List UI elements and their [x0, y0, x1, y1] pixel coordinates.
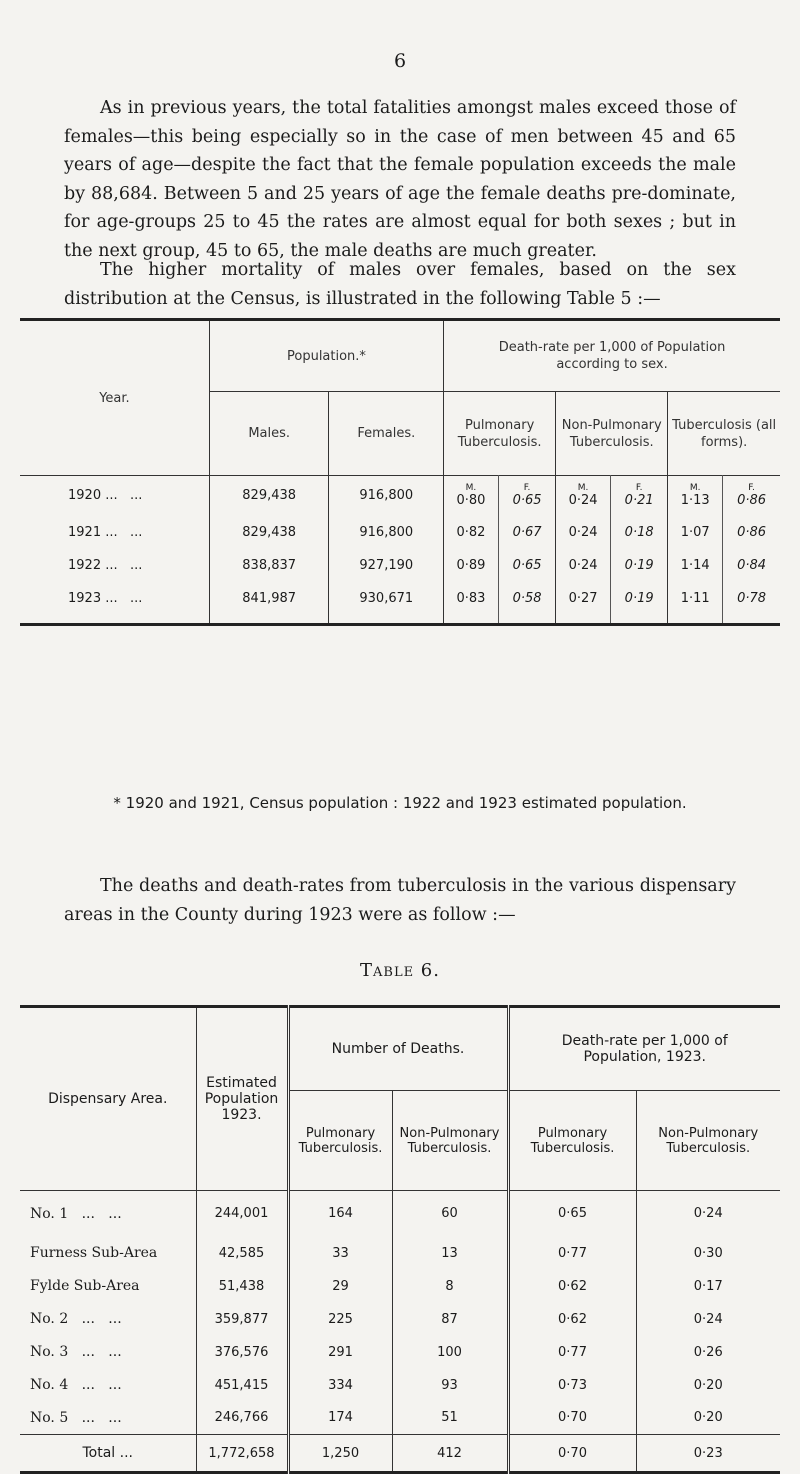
t6-cell-area: No. 5 ... ...: [20, 1402, 196, 1435]
t6-cell-pop: 359,877: [196, 1303, 288, 1336]
t5-value: 0·82: [456, 524, 486, 540]
t6-header-deaths-nonpulmonary: Non-Pulmonary Tuberculosis.: [392, 1091, 508, 1191]
t6-cell-area: No. 4 ... ...: [20, 1369, 196, 1402]
t5-header-females: Females.: [329, 392, 444, 476]
t5-cell-af: [723, 516, 780, 549]
t5-sex-label: F.: [748, 483, 755, 494]
t5-value: 0·89: [456, 557, 486, 573]
t5-value: 829,438: [242, 488, 297, 504]
t6-cell-rp: 0·62: [508, 1303, 636, 1336]
t6-cell-dn: 87: [392, 1303, 508, 1336]
t5-cell-pf: [498, 549, 555, 582]
paragraph-1-text: As in previous years, the total fatalities amongst males exceed those of females—this being especially so in the case of men between 45 and 65 years of age—despite the fact that the female population exceeds the male by 88,684. Between 5 and 25 years of age the female deaths pre-dominate, for age-groups 25 to 45 the rates are almost equal for both sexes ; but in the next group, 45 to 65, the male deaths are much greater.: [64, 98, 736, 261]
t5-row: [20, 582, 780, 615]
t6-cell-dp: 174: [288, 1402, 392, 1435]
t5-value: 0·21: [624, 493, 654, 509]
t5-cell-nf: [611, 582, 668, 615]
t6-cell-rp: 0·62: [508, 1270, 636, 1303]
t5-value: 1920 ... ...: [68, 488, 143, 504]
t5-value: 0·65: [512, 493, 542, 509]
t5-header-all-forms: Tuberculosis (all forms).: [672, 417, 777, 450]
t5-cell-af: [723, 476, 780, 516]
t6-cell-pop: 244,001: [196, 1191, 288, 1237]
paragraph-2: [64, 256, 736, 313]
paragraph-3: [64, 872, 736, 929]
t5-sex-label: M.: [689, 483, 701, 494]
t6-cell-pop: 376,576: [196, 1336, 288, 1369]
t6-cell-rp: 0·65: [508, 1191, 636, 1237]
t6-cell-area: No. 3 ... ...: [20, 1336, 196, 1369]
t6-cell-dp: 334: [288, 1369, 392, 1402]
t5-cell-pf: [498, 476, 555, 516]
t5-value: 0·67: [512, 524, 542, 540]
t6-cell-dp: 29: [288, 1270, 392, 1303]
t5-cell-af: [723, 582, 780, 615]
t5-header-year: Year.: [20, 320, 209, 476]
t6-total-rate-nonpulm: 0·23: [693, 1445, 723, 1461]
t5-sex-label: M.: [577, 483, 589, 494]
t5-value: 1923 ... ...: [68, 590, 143, 606]
paragraph-1: [64, 94, 736, 265]
t5-cell-year: [20, 582, 209, 615]
t5-value: 0·18: [624, 524, 654, 540]
t6-row: [20, 1402, 780, 1435]
t6-cell-dn: 8: [392, 1270, 508, 1303]
t5-cell-males: [209, 549, 329, 582]
t5-value: 1·11: [680, 590, 710, 606]
t6-total-label: Total ...: [20, 1435, 196, 1473]
t6-cell-rp: 0·77: [508, 1336, 636, 1369]
t6-cell-dn: 51: [392, 1402, 508, 1435]
t6-row: [20, 1336, 780, 1369]
t5-value: 0·19: [624, 590, 654, 606]
t5-cell-pf: [498, 516, 555, 549]
t6-cell-rn: 0·30: [693, 1245, 723, 1261]
t6-row: [20, 1270, 780, 1303]
t5-cell-pf: [498, 582, 555, 615]
t5-value: 1922 ... ...: [68, 557, 143, 573]
page-number: 6: [393, 50, 407, 72]
t6-cell-rn: 0·20: [693, 1410, 723, 1426]
t6-total-deaths-nonpulm: 412: [392, 1435, 508, 1473]
t6-total-row: [20, 1435, 780, 1473]
t5-cell-nm: [556, 582, 611, 615]
t6-header-area: Dispensary Area.: [20, 1007, 196, 1191]
t5-cell-nf: [611, 476, 668, 516]
t5-sex-label: M.: [465, 483, 477, 494]
t6-header-deaths-pulmonary: Pulmonary Tuberculosis.: [288, 1091, 392, 1191]
t6-total-rate-pulm: 0·70: [508, 1435, 636, 1473]
t5-cell-nf: [611, 516, 668, 549]
t6-total-deaths-pulm: 1,250: [288, 1435, 392, 1473]
t6-cell-dn: 13: [392, 1237, 508, 1270]
t5-cell-pm: [444, 476, 499, 516]
t5-cell-pm: [444, 549, 499, 582]
t6-cell-dn: 100: [392, 1336, 508, 1369]
t5-sex-label: F.: [523, 483, 531, 494]
t6-cell-area: No. 1 ... ...: [20, 1191, 196, 1237]
t5-cell-year: [20, 476, 209, 516]
t5-sex-label: F.: [635, 483, 643, 494]
table-5: [20, 318, 780, 626]
table-6: [20, 1005, 780, 1474]
t6-header-population: Estimated Population 1923.: [196, 1007, 288, 1191]
t6-total-pop: 1,772,658: [196, 1435, 288, 1473]
t5-header-deathrate: Death-rate per 1,000 of Population according to sex.: [444, 320, 780, 392]
t5-value: 0·78: [737, 590, 767, 606]
t5-row: [20, 476, 780, 516]
t6-cell-dn: 93: [392, 1369, 508, 1402]
paragraph-2-text: The higher mortality of males over females, based on the sex distribution at the Census, is illustrated in the following Table 5 :—: [64, 260, 736, 309]
t5-value: 0·19: [624, 557, 654, 573]
t5-cell-nm: [556, 476, 611, 516]
t6-cell-dn: 60: [392, 1191, 508, 1237]
t5-value: 838,837: [242, 557, 297, 573]
t5-value: 916,800: [359, 488, 414, 504]
t5-value: 930,671: [359, 590, 414, 606]
t6-cell-rn: 0·26: [693, 1344, 723, 1360]
t5-cell-males: [209, 516, 329, 549]
t5-cell-males: [209, 476, 329, 516]
t6-header-rate-pulmonary: Pulmonary Tuberculosis.: [508, 1091, 636, 1191]
t5-cell-am: [668, 476, 723, 516]
t6-cell-pop: 451,415: [196, 1369, 288, 1402]
t5-value: 841,987: [242, 590, 297, 606]
t5-value: 927,190: [359, 557, 414, 573]
t6-cell-pop: 51,438: [196, 1270, 288, 1303]
t5-cell-af: [723, 549, 780, 582]
paragraph-3-text: The deaths and death-rates from tuberculosis in the various dispensary areas in the County during 1923 were as follow :—: [64, 876, 736, 925]
t5-row: [20, 516, 780, 549]
t5-cell-am: [668, 549, 723, 582]
t6-cell-pop: 246,766: [196, 1402, 288, 1435]
t5-cell-nm: [556, 549, 611, 582]
t5-cell-males: [209, 582, 329, 615]
t5-value: 0·24: [568, 557, 598, 573]
t6-row: [20, 1303, 780, 1336]
t6-cell-area: Fylde Sub-Area: [20, 1270, 196, 1303]
t5-cell-nf: [611, 549, 668, 582]
t6-cell-dp: 225: [288, 1303, 392, 1336]
t6-row: [20, 1237, 780, 1270]
t5-value: 0·58: [512, 590, 542, 606]
t5-value: 1·13: [680, 493, 710, 509]
t6-cell-rn: 0·24: [693, 1311, 723, 1327]
t5-cell-females: [329, 549, 444, 582]
t5-row: [20, 549, 780, 582]
t5-value: 1921 ... ...: [68, 524, 143, 540]
t5-value: 916,800: [359, 524, 414, 540]
t6-header-deathrate: Death-rate per 1,000 of Population, 1923.: [508, 1007, 780, 1091]
t6-cell-rp: 0·70: [508, 1402, 636, 1435]
t5-header-pulmonary: Pulmonary Tuberculosis.: [444, 392, 556, 476]
t5-header-nonpulmonary: Non-Pulmonary Tuberculosis.: [556, 392, 668, 476]
t5-cell-females: [329, 582, 444, 615]
t5-cell-nm: [556, 516, 611, 549]
t5-cell-pm: [444, 516, 499, 549]
t5-value: 0·83: [456, 590, 486, 606]
table-6-title: Table 6.: [360, 960, 440, 981]
t5-value: 0·24: [568, 493, 598, 509]
t5-cell-year: [20, 549, 209, 582]
t5-cell-am: [668, 516, 723, 549]
t5-value: 0·86: [737, 524, 767, 540]
t5-value: 0·80: [456, 493, 486, 509]
t6-cell-dp: 164: [288, 1191, 392, 1237]
t6-cell-area: Furness Sub-Area: [20, 1237, 196, 1270]
t6-row: [20, 1369, 780, 1402]
t5-cell-year: [20, 516, 209, 549]
t5-value: 0·24: [568, 524, 598, 540]
t5-value: 0·84: [737, 557, 767, 573]
t6-cell-rp: 0·77: [508, 1237, 636, 1270]
t5-value: 0·86: [737, 493, 767, 509]
t5-header-males: Males.: [209, 392, 329, 476]
t6-cell-dp: 291: [288, 1336, 392, 1369]
t5-value: 0·65: [512, 557, 542, 573]
t5-value: 0·27: [568, 590, 598, 606]
t6-row: [20, 1191, 780, 1237]
t6-header-deaths: Number of Deaths.: [288, 1007, 508, 1091]
t5-header-population: Population.*: [209, 320, 443, 392]
t6-cell-rn: 0·17: [693, 1278, 723, 1294]
t5-cell-am: [668, 582, 723, 615]
t6-cell-rn: 0·24: [693, 1206, 723, 1222]
t6-cell-rp: 0·73: [508, 1369, 636, 1402]
t5-value: 1·07: [680, 524, 710, 540]
t5-cell-females: [329, 476, 444, 516]
t6-cell-pop: 42,585: [196, 1237, 288, 1270]
t6-header-rate-nonpulmonary: Non-Pulmonary Tuberculosis.: [658, 1125, 759, 1156]
t6-cell-dp: 33: [288, 1237, 392, 1270]
t5-value: 829,438: [242, 524, 297, 540]
t6-cell-area: No. 2 ... ...: [20, 1303, 196, 1336]
t5-cell-pm: [444, 582, 499, 615]
t6-cell-rn: 0·20: [693, 1377, 723, 1393]
t5-value: 1·14: [680, 557, 710, 573]
t5-cell-females: [329, 516, 444, 549]
table-5-footnote: * 1920 and 1921, Census population : 1922 and 1923 estimated population.: [113, 794, 687, 812]
